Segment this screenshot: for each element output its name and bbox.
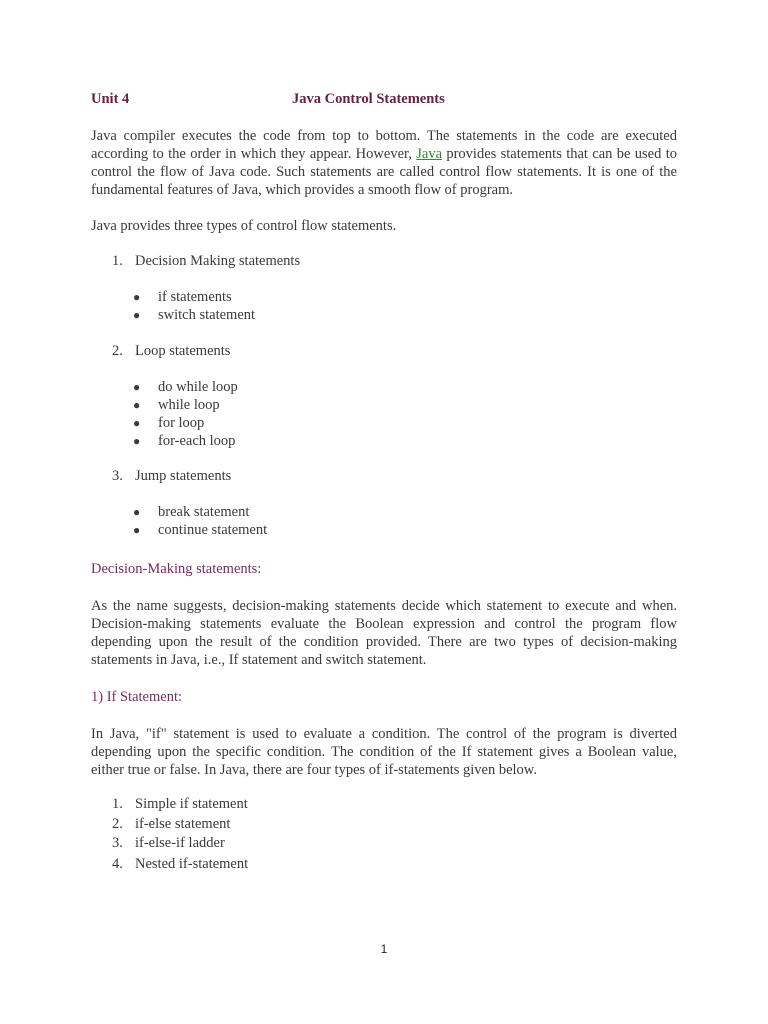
bullet-item <box>133 379 238 396</box>
list-number: 3. <box>112 835 123 851</box>
bullet-label: while loop <box>158 397 220 413</box>
bullet-icon: ● <box>133 290 141 304</box>
bullet-item <box>133 415 204 432</box>
bullet-item <box>133 289 232 306</box>
list-label: Nested if-statement <box>135 856 249 872</box>
page-title: Java Control Statements <box>292 91 445 107</box>
list-item-decision <box>112 253 300 270</box>
if-type-item <box>112 796 248 813</box>
list-label: Simple if statement <box>135 796 248 812</box>
list-number: 2. <box>112 816 123 832</box>
bullet-item <box>133 522 267 539</box>
list-item-jump <box>112 468 231 485</box>
bullet-icon: ● <box>133 505 141 519</box>
bullet-icon: ● <box>133 523 141 537</box>
list-label: if-else statement <box>135 816 231 832</box>
bullet-label: if statements <box>158 289 232 305</box>
decision-paragraph: As the name suggests, decision-making statements decide which statement to execute and when. Decision-making statements evaluate the Boolean expression and control the program flow depending upon the result of the condition provided. There are two types of decision-making statements in Java, i.e., If statement and switch statement. <box>91 598 677 668</box>
java-link[interactable]: Java <box>416 146 442 162</box>
bullet-icon: ● <box>133 416 141 430</box>
bullet-item <box>133 397 220 414</box>
bullet-label: for loop <box>158 415 205 431</box>
bullet-label: continue statement <box>158 522 268 538</box>
bullet-label: break statement <box>158 504 250 520</box>
list-label: Loop statements <box>135 343 231 359</box>
bullet-item <box>133 504 249 521</box>
intro-text-2: provides statements that can be used to control the flow of Java code. Such statements are called control flow statements. It is one of the fundamental features of Java, which provides a smooth flow of program. <box>91 146 677 198</box>
bullet-item <box>133 433 235 450</box>
intro-paragraph <box>91 127 677 199</box>
list-label: Decision Making statements <box>135 253 301 269</box>
page-number: 1 <box>380 942 388 956</box>
if-type-item <box>112 816 230 833</box>
bullet-icon: ● <box>133 434 141 448</box>
bullet-icon: ● <box>133 398 141 412</box>
if-type-item <box>112 835 225 852</box>
types-intro: Java provides three types of control flow statements. <box>91 218 397 234</box>
unit-label: Unit 4 <box>91 91 130 107</box>
bullet-label: for-each loop <box>158 433 236 449</box>
if-heading: 1) If Statement: <box>91 689 183 705</box>
list-number: 2. <box>112 343 123 359</box>
list-number: 3. <box>112 468 123 484</box>
list-number: 1. <box>112 796 123 812</box>
bullet-icon: ● <box>133 308 141 322</box>
list-number: 4. <box>112 856 123 872</box>
if-paragraph: In Java, "if" statement is used to evaluate a condition. The control of the program is diverted depending upon the specific condition. The condition of the If statement gives a Boolean value, either true or false. In Java, there are four types of if-statements given below. <box>91 726 677 778</box>
bullet-label: do while loop <box>158 379 238 395</box>
bullet-label: switch statement <box>158 307 256 323</box>
list-label: if-else-if ladder <box>135 835 225 851</box>
intro-text-1: Java compiler executes the code from top to bottom. The statements in the code are executed according to the order in which they appear. However, <box>91 128 677 162</box>
decision-heading: Decision-Making statements: <box>91 561 262 577</box>
list-item-loop <box>112 343 230 360</box>
if-type-item <box>112 856 248 873</box>
bullet-item <box>133 307 255 324</box>
list-number: 1. <box>112 253 123 269</box>
list-label: Jump statements <box>135 468 232 484</box>
bullet-icon: ● <box>133 380 141 394</box>
